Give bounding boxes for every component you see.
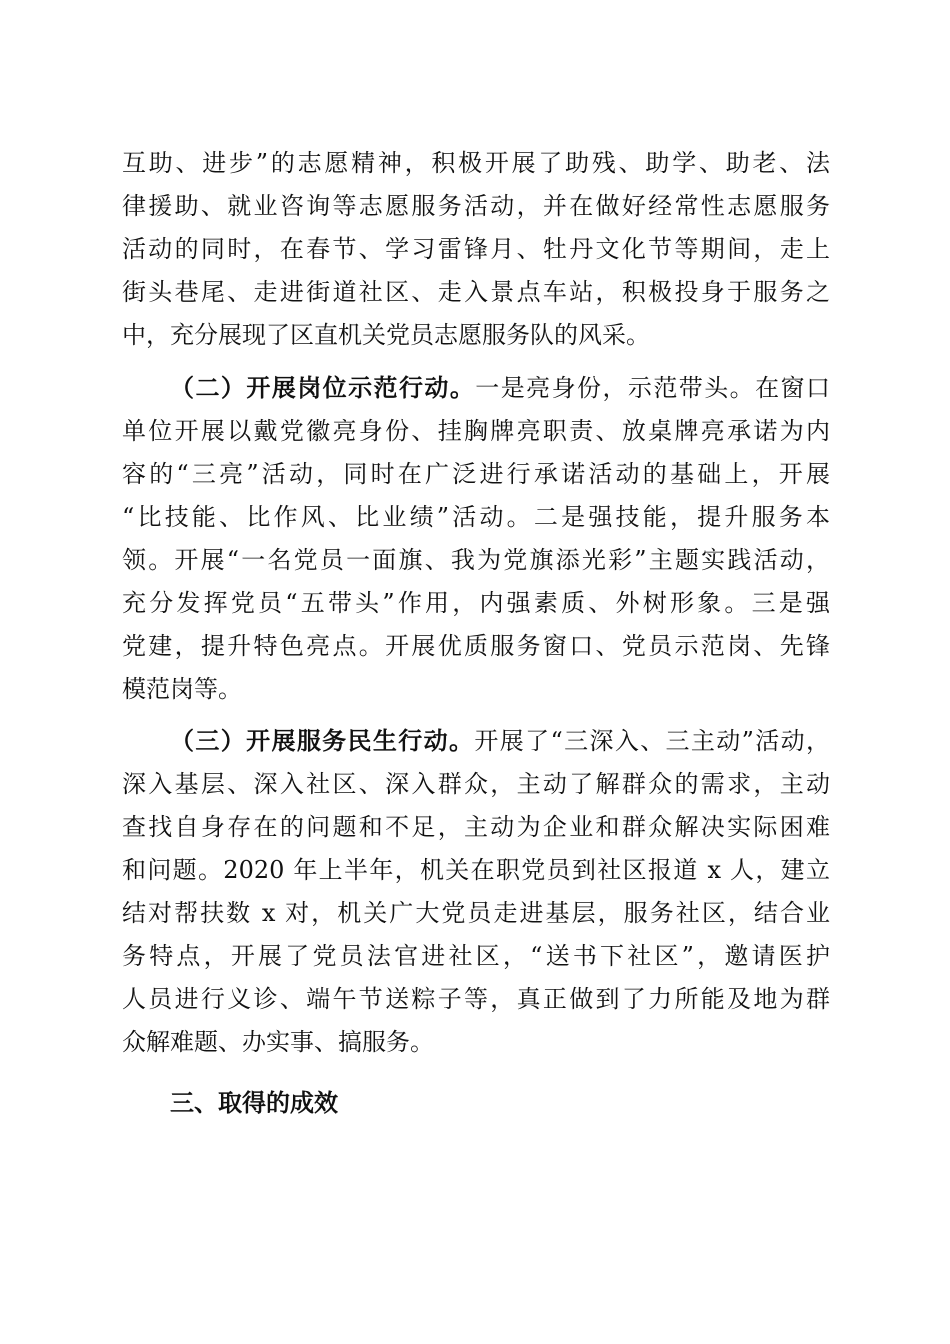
para1-line-3: 活动的同时，在春节、学习雷锋月、牡丹文化节等期间，走上 — [122, 235, 830, 263]
para2-line-3: 容的“三亮”活动，同时在广泛进行承诺活动的基础上，开展 — [122, 460, 830, 488]
para3-line-2: 深入基层、深入社区、深入群众，主动了解群众的需求，主动 — [122, 770, 830, 798]
para3-line-7: 人员进行义诊、端午节送粽子等，真正做到了力所能及地为群 — [122, 985, 830, 1013]
para2-heading: （二）开展岗位示范行动。 — [170, 373, 476, 402]
para2-line-5: 领。开展“一名党员一面旗、我为党旗添光彩”主题实践活动， — [122, 546, 830, 574]
para3-line-1 — [170, 721, 830, 761]
para2-line-4: “比技能、比作风、比业绩”活动。二是强技能，提升服务本 — [122, 503, 830, 531]
para2-line-7: 党建，提升特色亮点。开展优质服务窗口、党员示范岗、先锋 — [122, 632, 830, 660]
para1-line-1: 互助、进步”的志愿精神，积极开展了助残、助学、助老、法 — [122, 149, 830, 177]
para3-line-1-text: 开展了“三深入、三主动”活动， — [474, 727, 831, 755]
para3-line-8: 众解难题、办实事、搞服务。 — [122, 1028, 434, 1056]
para3-line-4: 和问题。2020 年上半年，机关在职党员到社区报道 x 人，建立 — [122, 856, 830, 884]
para2-line-8: 模范岗等。 — [122, 675, 242, 703]
para1-line-5: 中，充分展现了区直机关党员志愿服务队的风采。 — [122, 321, 650, 349]
para3-line-3: 查找自身存在的问题和不足，主动为企业和群众解决实际困难 — [122, 813, 830, 841]
section-heading: 三、取得的成效 — [170, 1088, 338, 1117]
para2-line-6: 充分发挥党员“五带头”作用，内强素质、外树形象。三是强 — [122, 589, 830, 617]
para2-line-1 — [170, 368, 830, 408]
para1-line-4: 街头巷尾、走进街道社区、走入景点车站，积极投身于服务之 — [122, 278, 830, 306]
para3-heading: （三）开展服务民生行动。 — [170, 726, 475, 755]
para2-line-1-text: 一是亮身份，示范带头。在窗口 — [475, 374, 831, 402]
para3-line-5: 结对帮扶数 x 对，机关广大党员走进基层，服务社区，结合业 — [122, 899, 830, 927]
para3-line-6: 务特点，开展了党员法官进社区，“送书下社区”，邀请医护 — [122, 942, 830, 970]
para1-line-2: 律援助、就业咨询等志愿服务活动，并在做好经常性志愿服务 — [122, 192, 830, 220]
para2-line-2: 单位开展以戴党徽亮身份、挂胸牌亮职责、放桌牌亮承诺为内 — [122, 417, 830, 445]
